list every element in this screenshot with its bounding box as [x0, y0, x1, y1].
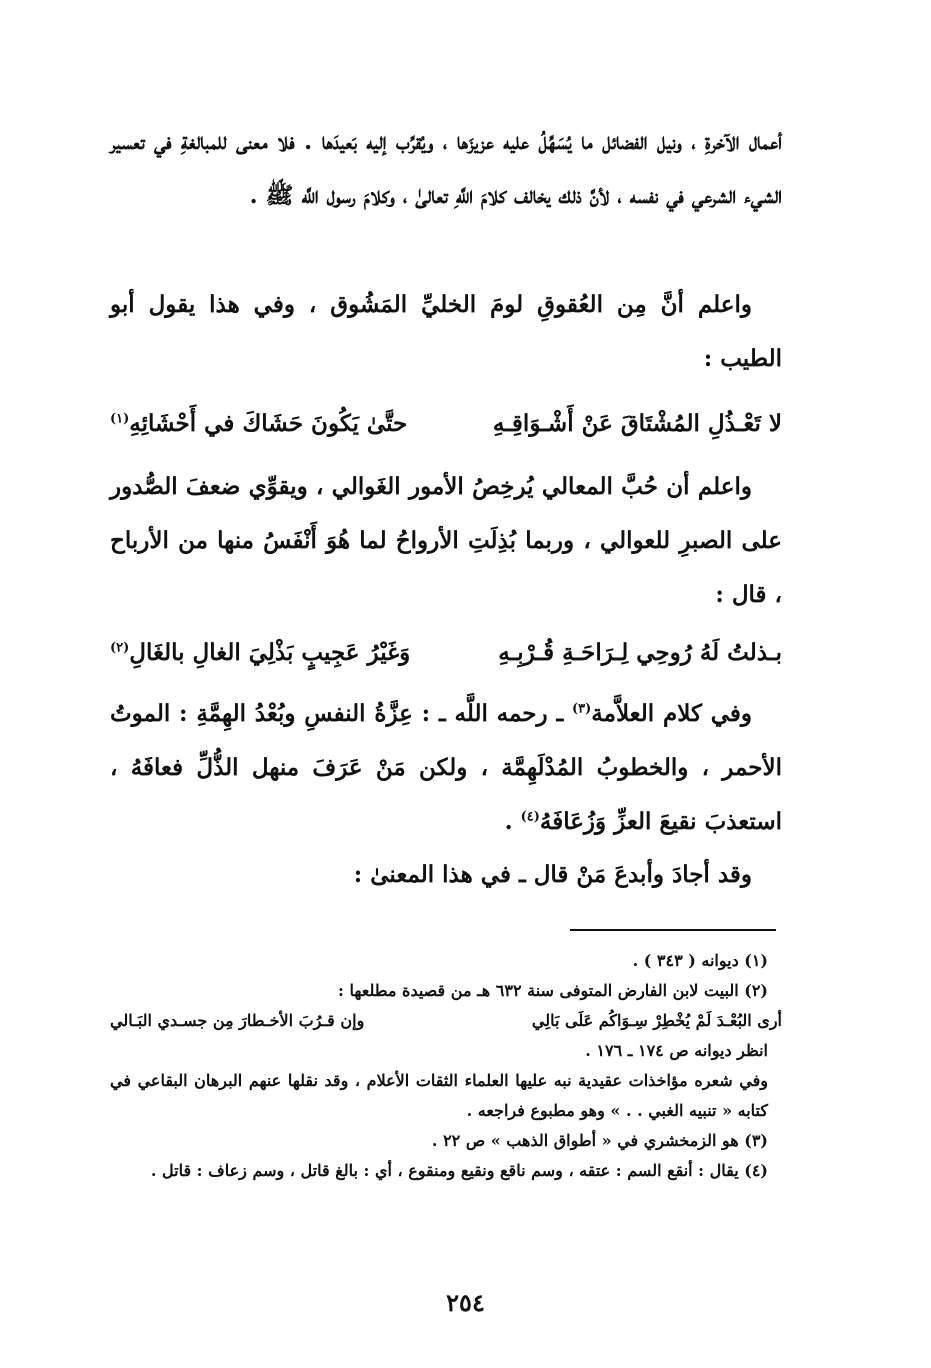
paragraph-3: واعلم أن حُبَّ المعالي يُرخِصُ الأمور الغَوالي ، ويقوِّي ضعفَ الصُّدور على الصبرِ للعوالي ، وربما بُذِلَتِ الأرواحُ لما هُوَ أَنْفَسُ منها من الأرباح ، قال : [110, 473, 782, 608]
footnote-3: (٣) هو الزمخشري في « أطواق الذهب » ص ٢٢ . [431, 1131, 768, 1150]
footnote-ref-1: (١) [110, 411, 130, 427]
paragraph-5: وقد أجادَ وأبدعَ مَنْ قال ـ في هذا المعنىٰ : [353, 861, 752, 888]
footnote-2-extra: وفي شعره مؤاخذات عقيدية نبه عليها العلماء الثقات الأعلام ، وقد نقلها عنهم البرهان البقاعي في كتابه « تنبيه الغبي . . » وهو مطبوع فراجعه . [110, 1071, 769, 1120]
verse-2-second-text: وَغَيْرُ عَجِيبٍ بَذْلِيَ الغالِ بالغَالِ [129, 639, 411, 666]
footnote-4: (٤) يقال : أنقع السم : عتقه ، وسم ناقع ونقيع ومنقوع ، أي : بالغ قاتل ، وسم زعاف : قاتل . [150, 1161, 768, 1180]
footnote-2-reference: انظر ديوانه ص ١٧٤ ـ ١٧٦ . [585, 1041, 768, 1060]
footnote-ref-3: (٣) [572, 701, 592, 717]
page-number: ٢٥٤ [446, 1288, 485, 1317]
footnote-2-verse-second: وإن قـرُبَ الأخـطارَ مِن جسـدي البَـالي [110, 1011, 365, 1030]
footnote-divider [570, 929, 776, 931]
verse-1-second-hemistich [110, 397, 407, 451]
verse-abu-al-tayyib [110, 397, 782, 451]
footnote-ref-2: (٢) [110, 640, 130, 656]
paragraph-4 [110, 687, 782, 849]
verse-2-first-hemistich: بـذلتُ لَهُ رُوحِي لِـرَاحَـةِ قُـرْبِـهِ [498, 639, 782, 666]
paragraph-4-start: وفي كلام العلاَّمة [591, 700, 752, 727]
paragraph-4-end: . [504, 808, 521, 835]
paragraph-1: أعمال الآخرةِ ، ونيل الفضائل ما يُسَهِّلُ عليه عزيزَها ، ويُقرِّب إليه بَعيدَها . فلا معنى للمبالغةِ في تعسير الشيء الشرعي في نفسه ، لأنَّ ذلك يخالف كلامَ اللَّهِ تعالىٰ ، وكلامَ رسول اللَّه ﷺ . [110, 128, 782, 209]
paragraph-4-middle: ـ رحمه اللَّه ـ : عِزَّةُ النفسِ وبُعْدُ الهِمَّةِ : الموتُ الأحمر ، والخطوبُ المُدْلَهِمَّة ، ولكن مَنْ عَرَفَ منهل الذُّلِّ فعافَهُ ، استعذبَ نقيعَ العزِّ وَزُعَافَهُ [110, 700, 782, 835]
footnote-2-verse [110, 1006, 782, 1036]
verse-1-second-text: حتَّىٰ يَكُونَ حَشَاكَ في أَحْشَائِهِ [129, 410, 408, 437]
verse-2-second-hemistich [110, 626, 410, 680]
paragraph-2: واعلم أنَّ مِن العُقوقِ لومَ الخليِّ المَشُوق ، وفي هذا يقول أبو الطيب : [110, 291, 782, 372]
verse-1-first-hemistich: لا تَعْـذُلِ المُشْتَاقَ عَنْ أَشْـوَاقِـهِ [492, 410, 782, 437]
footnote-1: (١) ديوانه ( ٣٤٣ ) . [632, 951, 768, 970]
footnotes [110, 946, 782, 1186]
footnote-ref-4: (٤) [520, 809, 540, 825]
verse-ibn-al-farid [110, 626, 782, 680]
footnote-2: (٢) البيت لابن الفارض المتوفى سنة ٦٣٢ هـ من قصيدة مطلعها : [338, 981, 768, 1000]
footnote-2-verse-first: أرى البُعْـدَ لَمْ يُخْطِرْ سِـوَاكُم عَلَى بَالِي [531, 1011, 782, 1030]
